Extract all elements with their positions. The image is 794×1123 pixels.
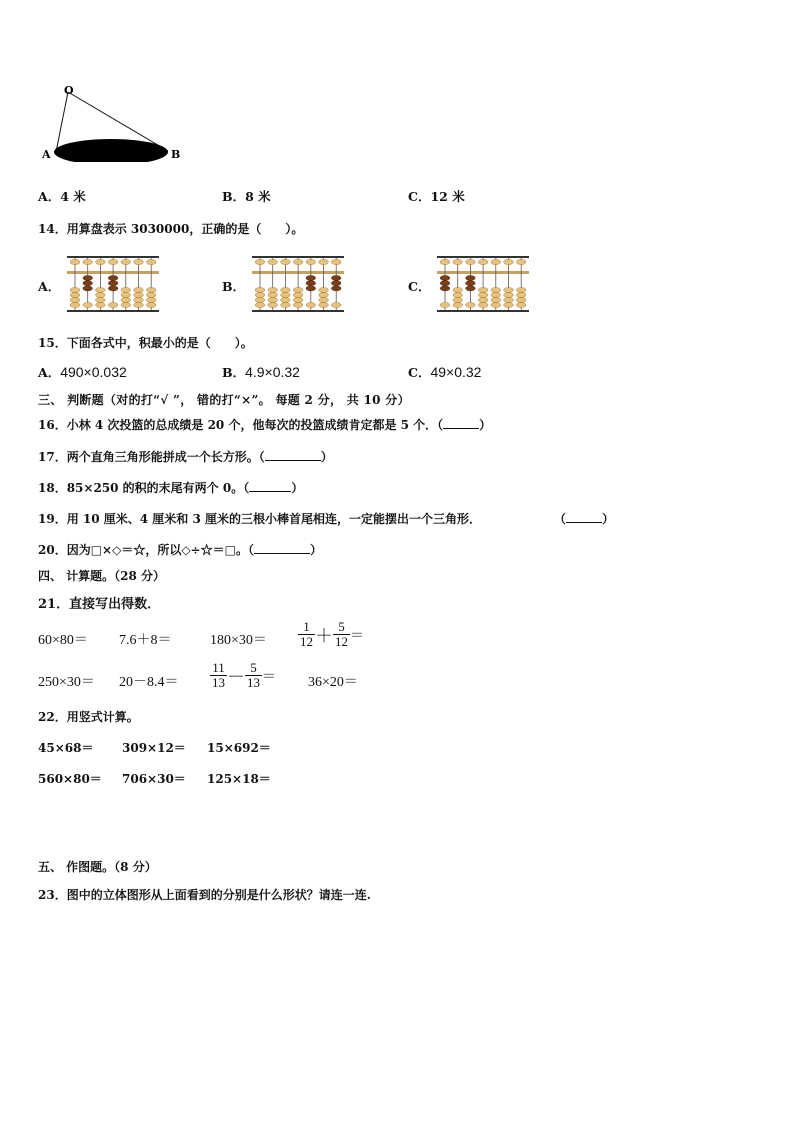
q21-item-5: 250×30＝: [38, 675, 95, 690]
cone-label-b: B: [171, 148, 181, 161]
q22-item-4: 560×80＝: [38, 772, 102, 786]
q21-fraction-item-2: $\frac{11}{13}$ － $\frac{5}{13}$ ＝: [212, 660, 276, 690]
q22-item-3: 15×692＝: [207, 741, 271, 755]
q16-answer-blank[interactable]: [443, 417, 479, 429]
q19: 19．用 10 厘米、4 厘米和 3 厘米的三根小棒首尾相连，一定能摆出一个三角形．: [38, 512, 481, 526]
q21-item-6: 20－8.4＝: [119, 675, 179, 690]
q15-stem: 15．下面各式中，积最小的是（ ）。: [38, 336, 253, 350]
q21-item-1: 60×80＝: [38, 633, 88, 648]
q20-answer-blank[interactable]: [254, 542, 310, 554]
q21-item-3: 180×30＝: [210, 633, 267, 648]
q18-answer-blank[interactable]: [249, 480, 291, 492]
q21-stem: 21．直接写出得数．: [38, 597, 161, 612]
q22-item-6: 125×18＝: [207, 772, 271, 786]
q14-option-a-label[interactable]: A．: [38, 279, 61, 294]
abacus-c: [435, 255, 531, 313]
q13-option-b[interactable]: B．8 米: [222, 189, 271, 204]
abacus-b: [250, 255, 346, 313]
q21-fraction-item-1: $\frac{1}{12}$ ＋ $\frac{5}{12}$ ＝: [300, 619, 364, 649]
q15-option-c[interactable]: C．49×0.32: [408, 364, 482, 380]
q16: 16．小林 4 次投篮的总成绩是 20 个，他每次的投篮成绩肯定都是 5 个．（ ）: [38, 418, 492, 432]
q22-item-5: 706×30＝: [122, 772, 186, 786]
q19-answer-blank[interactable]: [566, 511, 602, 523]
q14-option-c-label[interactable]: C．: [408, 279, 431, 294]
q14-stem: 14．用算盘表示 3030000，正确的是（ ）。: [38, 222, 304, 236]
cone-figure: [36, 82, 186, 162]
q17: 17．两个直角三角形能拼成一个长方形。（ ）: [38, 450, 333, 464]
q13-option-c[interactable]: C．12 米: [408, 189, 465, 204]
section-3-title: 三、 判断题（对的打“√ ”， 错的打“×”。 每题 2 分， 共 10 分）: [38, 393, 410, 407]
section-4-title: 四、 计算题。（28 分）: [38, 569, 166, 583]
q22-item-2: 309×12＝: [122, 741, 186, 755]
q14-option-b-label[interactable]: B．: [222, 279, 246, 294]
q21-item-8: 36×20＝: [308, 675, 358, 690]
q22-item-1: 45×68＝: [38, 741, 94, 755]
q23-stem: 23．图中的立体图形从上面看到的分别是什么形状？请连一连.: [38, 888, 371, 902]
q22-stem: 22．用竖式计算。: [38, 710, 139, 724]
q21-item-2: 7.6＋8＝: [119, 633, 172, 648]
section-5-title: 五、 作图题。（8 分）: [38, 860, 157, 874]
q15-option-b[interactable]: B．4.9×0.32: [222, 364, 300, 380]
q19-answer: （ ）: [554, 512, 615, 526]
q15-option-a[interactable]: A．490×0.032: [38, 364, 127, 380]
q13-option-a[interactable]: A．4 米: [38, 189, 86, 204]
q20: 20．因为□×◇＝☆，所以◇÷☆＝□。（ ）: [38, 543, 322, 557]
abacus-a: [65, 255, 161, 313]
cone-label-a: A: [42, 148, 51, 161]
q17-answer-blank[interactable]: [265, 449, 321, 461]
q18: 18．85×250 的积的末尾有两个 0。（ ）: [38, 481, 304, 495]
cone-label-o: O: [64, 84, 74, 97]
